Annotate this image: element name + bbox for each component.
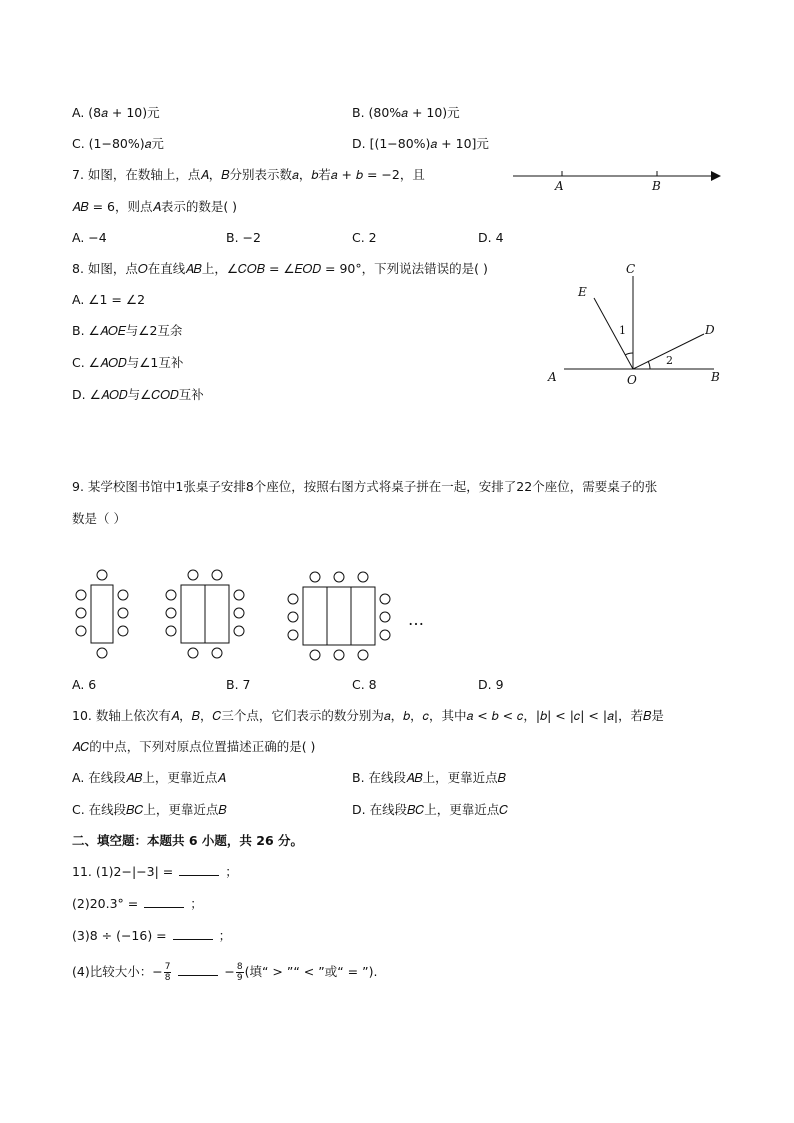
seat	[380, 594, 390, 604]
q11-part4	[72, 960, 377, 984]
section-2-title: 二、填空题：本题共 6 小题，共 26 分。	[72, 833, 304, 848]
q6-option-a: A. (8𝑎 + 10)元	[72, 105, 160, 120]
seat	[212, 570, 222, 580]
q8-option-b: B. ∠𝐴𝑂𝐸与∠2互余	[72, 323, 183, 338]
q9-option-b: B. 7	[226, 677, 251, 692]
q6-option-b: B. (80%𝑎 + 10)元	[352, 105, 460, 120]
seat	[358, 650, 368, 660]
arrow-head-icon	[711, 171, 721, 181]
q8-option-c: C. ∠𝐴𝑂𝐷与∠1互补	[72, 355, 184, 370]
q9-option-a: A. 6	[72, 677, 97, 692]
ellipsis: …	[408, 610, 424, 629]
q6-option-d: D. [(1−80%)𝑎 + 10]元	[352, 136, 489, 151]
q10-option-d: D. 在线段𝐵𝐶上，更靠近点𝐶	[352, 802, 509, 817]
q11-part1-text: 11. (1)2−|−3| =	[72, 864, 174, 879]
seat	[288, 612, 298, 622]
q10-option-a: A. 在线段𝐴𝐵上，更靠近点𝐴	[72, 770, 226, 785]
table	[91, 585, 113, 643]
q8-option-d: D. ∠𝐴𝑂𝐷与∠𝐶𝑂𝐷互补	[72, 387, 204, 402]
label-o: O	[627, 373, 637, 387]
q10-stem-line2: 𝐴𝐶的中点，下列对原点位置描述正确的是( )	[72, 739, 316, 754]
table	[181, 585, 205, 643]
q11-part4-end: (填“ > ”“ < ”或“ = ”).	[244, 964, 378, 979]
answer-blank[interactable]	[178, 963, 218, 976]
seat	[97, 570, 107, 580]
q7-stem-line1: 7. 如图，在数轴上，点𝐴，𝐵分别表示数𝑎，𝑏若𝑎 + 𝑏 = −2，且	[72, 167, 425, 182]
q9-tables-figure	[70, 565, 440, 665]
seat	[76, 590, 86, 600]
seat	[188, 648, 198, 658]
seat	[76, 626, 86, 636]
q9-option-c: C. 8	[352, 677, 377, 692]
seat	[234, 626, 244, 636]
q7-number-line-figure	[505, 165, 725, 195]
denominator: 8	[164, 973, 171, 983]
seat	[118, 590, 128, 600]
q10-option-c: C. 在线段𝐵𝐶上，更靠近点𝐵	[72, 802, 227, 817]
q7-stem-line2: 𝐴𝐵 = 6，则点𝐴表示的数是( )	[72, 199, 238, 214]
label-a: A	[555, 179, 564, 193]
label-d: D	[705, 323, 715, 337]
label-e: E	[578, 285, 587, 299]
q7-option-b: B. −2	[226, 230, 261, 245]
q11-part1-end: ；	[225, 864, 238, 879]
q7-option-d: D. 4	[478, 230, 504, 245]
numerator: 7	[164, 962, 171, 972]
angle-1-arc	[625, 353, 633, 355]
answer-blank[interactable]	[173, 927, 213, 940]
ray-oe	[594, 298, 633, 369]
fraction-7-8	[164, 962, 172, 983]
seat	[310, 572, 320, 582]
q10-stem-line1: 10. 数轴上依次有𝐴，𝐵，𝐶三个点，它们表示的数分别为𝑎，𝑏，𝑐，其中𝑎 < 𝑏 < 𝑐，|𝑏| < |𝑐| < |𝑎|，若𝐵是	[72, 708, 664, 723]
seat	[76, 608, 86, 618]
q7-option-a: A. −4	[72, 230, 107, 245]
q6-option-c: C. (1−80%)𝑎元	[72, 136, 164, 151]
denominator: 9	[236, 973, 243, 983]
table-group-3	[288, 572, 390, 660]
seat	[380, 630, 390, 640]
seat	[234, 608, 244, 618]
angle-2-arc	[648, 361, 650, 369]
q7-option-c: C. 2	[352, 230, 377, 245]
seat	[334, 572, 344, 582]
q8-angle-figure	[540, 258, 730, 393]
label-b: B	[711, 370, 720, 384]
seat	[118, 626, 128, 636]
q11-part3-text: (3)8 ÷ (−16) =	[72, 928, 167, 943]
seat	[310, 650, 320, 660]
q11-part3-end: ；	[218, 928, 232, 943]
seat	[288, 594, 298, 604]
seat	[166, 590, 176, 600]
q10-option-b: B. 在线段𝐴𝐵上，更靠近点𝐵	[352, 770, 506, 785]
table	[351, 587, 375, 645]
label-b: B	[652, 179, 661, 193]
q8-option-a: A. ∠1 = ∠2	[72, 292, 146, 307]
seat	[380, 612, 390, 622]
seat	[234, 590, 244, 600]
q9-stem-line2: 数是（ ）	[72, 511, 126, 526]
q11-part2-end: ；	[190, 896, 203, 911]
seat	[188, 570, 198, 580]
seat	[166, 608, 176, 618]
table	[303, 587, 327, 645]
q11-part4-minus: −	[224, 964, 235, 979]
label-a: A	[548, 370, 557, 384]
table-group-1	[76, 570, 128, 658]
q9-stem-line1: 9. 某学校图书馆中1张桌子安排8个座位，按照右图方式将桌子拼在一起，安排了22个座位，需要桌子的张	[72, 479, 658, 494]
seat	[97, 648, 107, 658]
q11-part1	[72, 863, 238, 881]
table	[205, 585, 229, 643]
q11-part3	[72, 927, 231, 945]
table-group-2	[166, 570, 244, 658]
fraction-8-9	[236, 962, 244, 983]
angle-1-label: 1	[619, 324, 626, 337]
q11-part2	[72, 895, 203, 913]
table	[327, 587, 351, 645]
seat	[118, 608, 128, 618]
q8-stem: 8. 如图，点𝑂在直线𝐴𝐵上，∠𝐶𝑂𝐵 = ∠𝐸𝑂𝐷 = 90°，下列说法错误的是( )	[72, 261, 488, 276]
seat	[166, 626, 176, 636]
seat	[288, 630, 298, 640]
answer-blank[interactable]	[144, 895, 184, 908]
seat	[212, 648, 222, 658]
q11-part2-text: (2)20.3° =	[72, 896, 139, 911]
q11-part4-text: (4)比较大小：−	[72, 964, 163, 979]
seat	[334, 650, 344, 660]
angle-2-label: 2	[666, 354, 673, 367]
seat	[358, 572, 368, 582]
label-c: C	[626, 262, 636, 276]
answer-blank[interactable]	[179, 863, 219, 876]
numerator: 8	[236, 962, 243, 972]
q9-option-d: D. 9	[478, 677, 504, 692]
